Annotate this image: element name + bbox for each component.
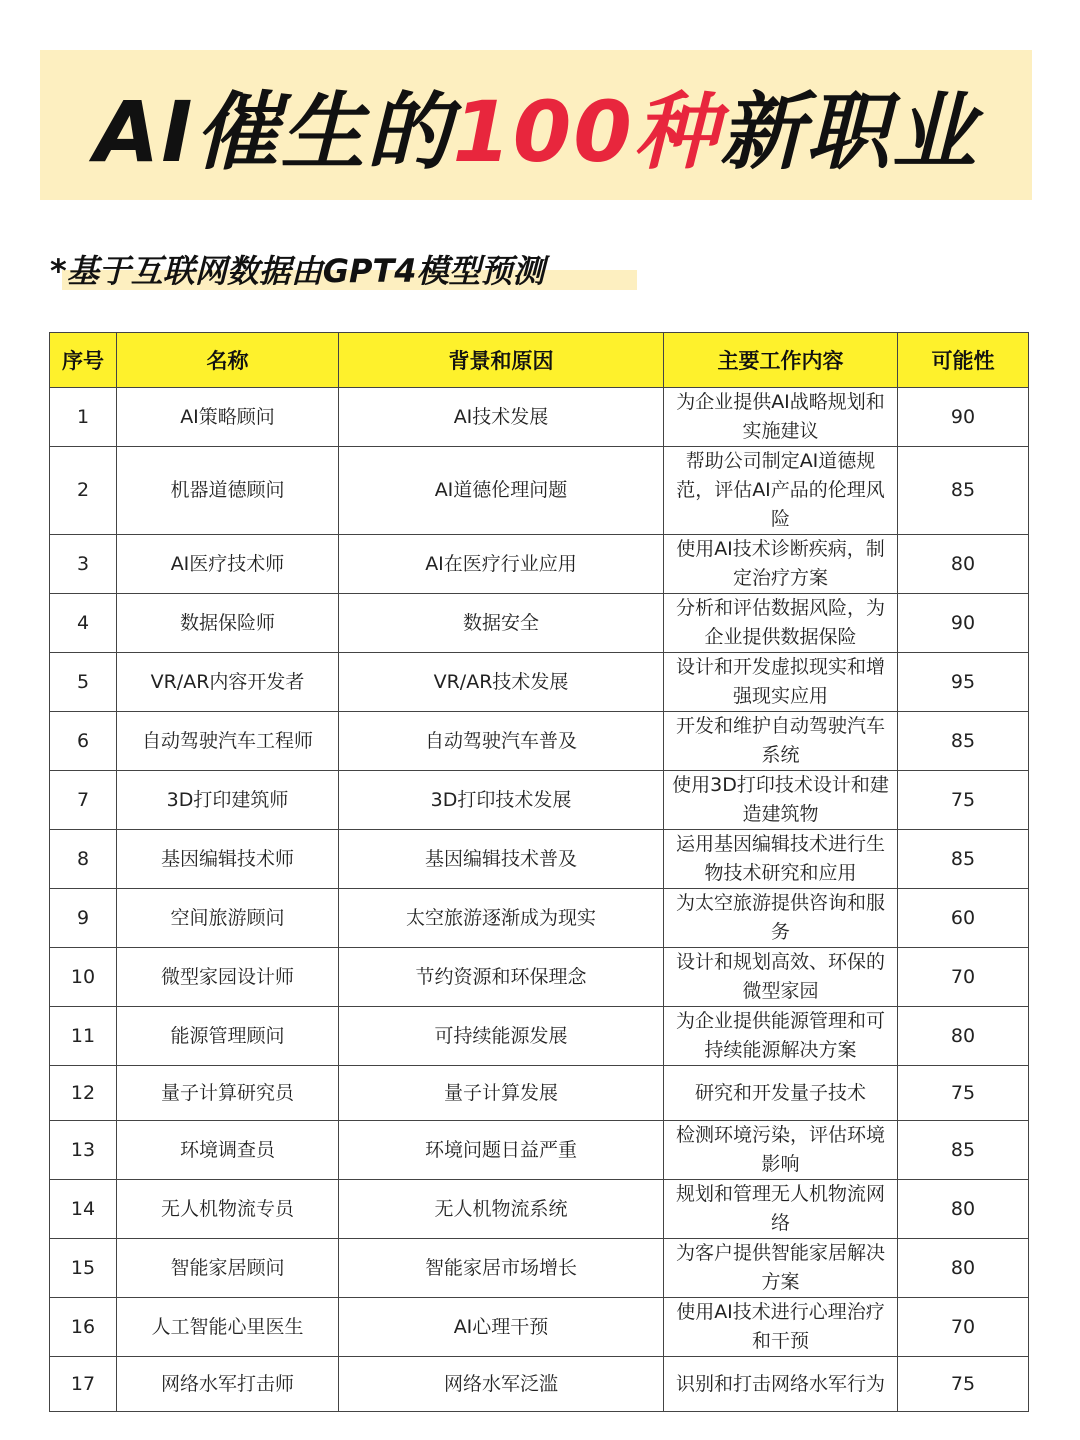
cell-work: 使用AI技术进行心理治疗和干预 <box>664 1298 898 1357</box>
cell-reason: 3D打印技术发展 <box>339 771 664 830</box>
table-row <box>50 1121 1029 1180</box>
cell-no: 5 <box>50 653 117 712</box>
cell-no: 8 <box>50 830 117 889</box>
cell-name: VR/AR内容开发者 <box>117 653 339 712</box>
cell-name: AI策略顾问 <box>117 388 339 447</box>
table-row <box>50 1180 1029 1239</box>
cell-no: 11 <box>50 1007 117 1066</box>
table-row <box>50 889 1029 948</box>
cell-name: 3D打印建筑师 <box>117 771 339 830</box>
cell-no: 13 <box>50 1121 117 1180</box>
header-name: 名称 <box>117 333 339 388</box>
cell-work: 为企业提供AI战略规划和实施建议 <box>664 388 898 447</box>
table-row <box>50 1066 1029 1121</box>
cell-reason: 基因编辑技术普及 <box>339 830 664 889</box>
cell-work: 使用3D打印技术设计和建造建筑物 <box>664 771 898 830</box>
cell-no: 17 <box>50 1357 117 1412</box>
cell-reason: 网络水军泛滥 <box>339 1357 664 1412</box>
table-row <box>50 1357 1029 1412</box>
cell-work: 运用基因编辑技术进行生物技术研究和应用 <box>664 830 898 889</box>
cell-work: 开发和维护自动驾驶汽车系统 <box>664 712 898 771</box>
cell-reason: 可持续能源发展 <box>339 1007 664 1066</box>
cell-work: 设计和开发虚拟现实和增强现实应用 <box>664 653 898 712</box>
cell-reason: AI在医疗行业应用 <box>339 535 664 594</box>
cell-no: 3 <box>50 535 117 594</box>
cell-work: 为客户提供智能家居解决方案 <box>664 1239 898 1298</box>
cell-name: 基因编辑技术师 <box>117 830 339 889</box>
cell-score: 80 <box>898 1239 1029 1298</box>
header-reason: 背景和原因 <box>339 333 664 388</box>
table-row <box>50 712 1029 771</box>
table-row <box>50 388 1029 447</box>
cell-reason: 自动驾驶汽车普及 <box>339 712 664 771</box>
subtitle: *基于互联网数据由GPT4模型预测 <box>50 252 545 290</box>
cell-score: 90 <box>898 388 1029 447</box>
cell-score: 85 <box>898 830 1029 889</box>
cell-no: 4 <box>50 594 117 653</box>
cell-reason: 太空旅游逐渐成为现实 <box>339 889 664 948</box>
cell-work: 分析和评估数据风险，为企业提供数据保险 <box>664 594 898 653</box>
cell-score: 80 <box>898 1007 1029 1066</box>
cell-score: 60 <box>898 889 1029 948</box>
cell-name: 网络水军打击师 <box>117 1357 339 1412</box>
cell-name: 机器道德顾问 <box>117 447 339 535</box>
cell-name: 智能家居顾问 <box>117 1239 339 1298</box>
table-row <box>50 535 1029 594</box>
cell-name: 自动驾驶汽车工程师 <box>117 712 339 771</box>
table-row <box>50 830 1029 889</box>
cell-name: 人工智能心里医生 <box>117 1298 339 1357</box>
cell-score: 70 <box>898 948 1029 1007</box>
header-score: 可能性 <box>898 333 1029 388</box>
cell-reason: VR/AR技术发展 <box>339 653 664 712</box>
cell-score: 85 <box>898 447 1029 535</box>
table-row <box>50 447 1029 535</box>
header-no: 序号 <box>50 333 117 388</box>
title-banner <box>40 50 1032 200</box>
table-row <box>50 1007 1029 1066</box>
cell-work: 为太空旅游提供咨询和服务 <box>664 889 898 948</box>
table-body <box>50 388 1029 1412</box>
cell-no: 14 <box>50 1180 117 1239</box>
cell-name: 量子计算研究员 <box>117 1066 339 1121</box>
cell-score: 80 <box>898 535 1029 594</box>
cell-no: 15 <box>50 1239 117 1298</box>
cell-score: 70 <box>898 1298 1029 1357</box>
title-accent: 100种 <box>452 82 720 181</box>
cell-name: 环境调查员 <box>117 1121 339 1180</box>
cell-no: 16 <box>50 1298 117 1357</box>
cell-reason: 节约资源和环保理念 <box>339 948 664 1007</box>
header-work: 主要工作内容 <box>664 333 898 388</box>
cell-no: 10 <box>50 948 117 1007</box>
cell-no: 7 <box>50 771 117 830</box>
cell-no: 1 <box>50 388 117 447</box>
table-row <box>50 948 1029 1007</box>
cell-name: 空间旅游顾问 <box>117 889 339 948</box>
cell-work: 为企业提供能源管理和可持续能源解决方案 <box>664 1007 898 1066</box>
title-suffix: 新职业 <box>719 82 978 181</box>
cell-name: 数据保险师 <box>117 594 339 653</box>
cell-reason: AI技术发展 <box>339 388 664 447</box>
cell-reason: 数据安全 <box>339 594 664 653</box>
cell-name: 能源管理顾问 <box>117 1007 339 1066</box>
cell-name: AI医疗技术师 <box>117 535 339 594</box>
cell-no: 2 <box>50 447 117 535</box>
cell-score: 75 <box>898 1066 1029 1121</box>
jobs-table <box>49 332 1029 1412</box>
cell-name: 无人机物流专员 <box>117 1180 339 1239</box>
table-row <box>50 653 1029 712</box>
cell-reason: 智能家居市场增长 <box>339 1239 664 1298</box>
cell-name: 微型家园设计师 <box>117 948 339 1007</box>
cell-work: 识别和打击网络水军行为 <box>664 1357 898 1412</box>
cell-reason: AI心理干预 <box>339 1298 664 1357</box>
cell-work: 使用AI技术诊断疾病，制定治疗方案 <box>664 535 898 594</box>
title-prefix: AI催生的 <box>94 82 453 181</box>
table-row <box>50 1298 1029 1357</box>
cell-score: 95 <box>898 653 1029 712</box>
cell-no: 9 <box>50 889 117 948</box>
table-row <box>50 594 1029 653</box>
cell-score: 85 <box>898 1121 1029 1180</box>
cell-score: 75 <box>898 771 1029 830</box>
cell-work: 规划和管理无人机物流网络 <box>664 1180 898 1239</box>
cell-score: 75 <box>898 1357 1029 1412</box>
cell-work: 帮助公司制定AI道德规范，评估AI产品的伦理风险 <box>664 447 898 535</box>
cell-reason: 无人机物流系统 <box>339 1180 664 1239</box>
cell-reason: 环境问题日益严重 <box>339 1121 664 1180</box>
table-row <box>50 1239 1029 1298</box>
cell-score: 85 <box>898 712 1029 771</box>
cell-reason: AI道德伦理问题 <box>339 447 664 535</box>
cell-no: 6 <box>50 712 117 771</box>
cell-work: 检测环境污染，评估环境影响 <box>664 1121 898 1180</box>
cell-score: 80 <box>898 1180 1029 1239</box>
cell-no: 12 <box>50 1066 117 1121</box>
table-header-row <box>50 333 1029 388</box>
cell-score: 90 <box>898 594 1029 653</box>
cell-work: 设计和规划高效、环保的微型家园 <box>664 948 898 1007</box>
page-title <box>40 50 1032 200</box>
cell-reason: 量子计算发展 <box>339 1066 664 1121</box>
cell-work: 研究和开发量子技术 <box>664 1066 898 1121</box>
table-row <box>50 771 1029 830</box>
subtitle-block <box>50 246 545 292</box>
